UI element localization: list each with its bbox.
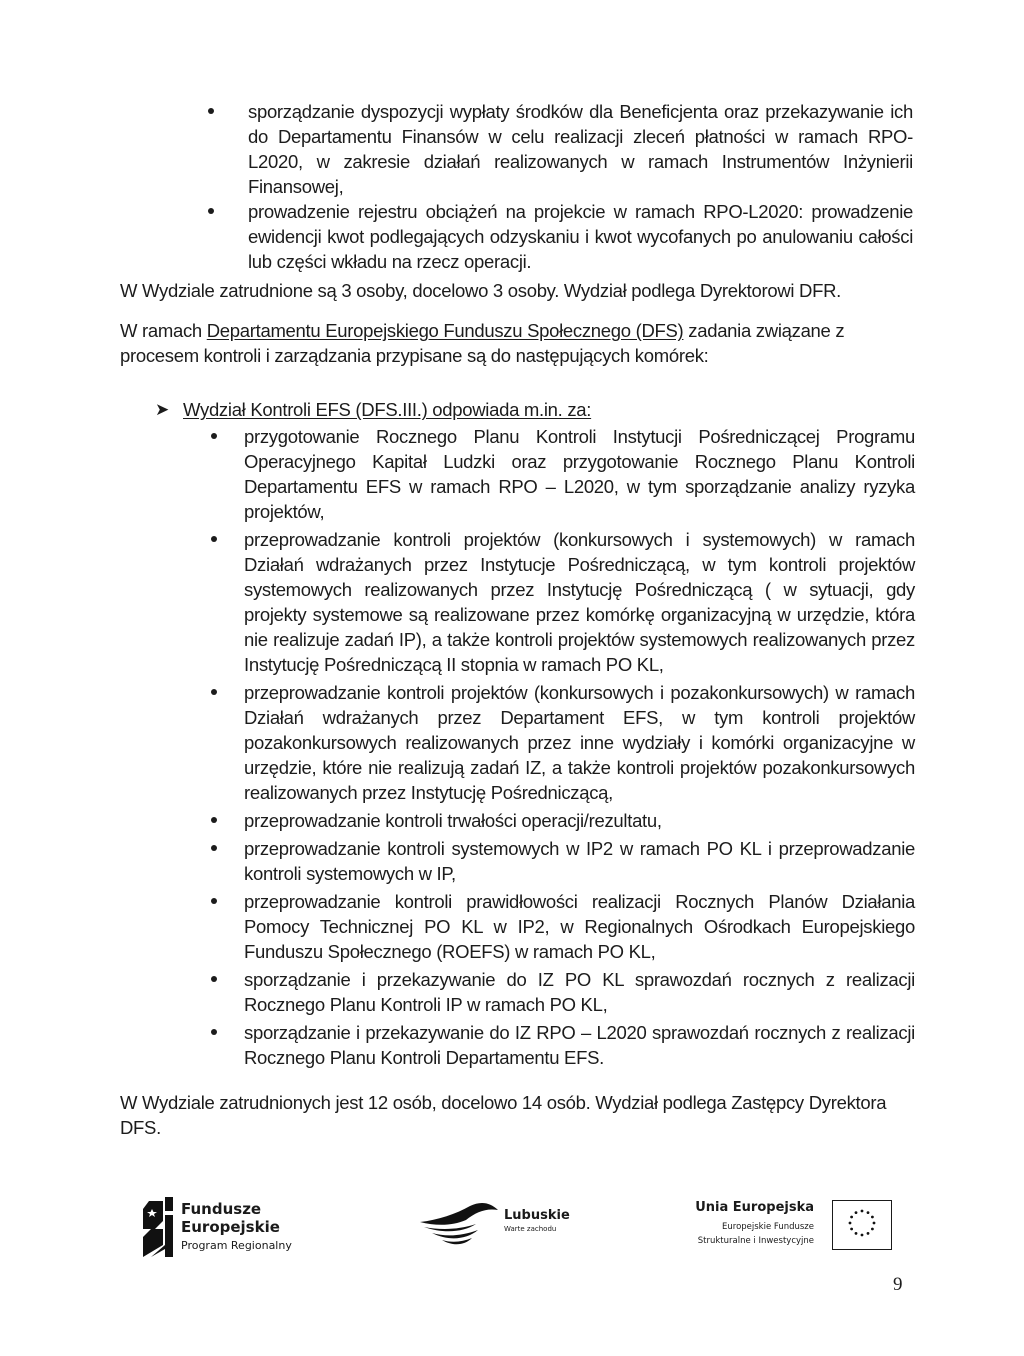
list-item: sporządzanie i przekazywanie do IZ PO KL sprawozdań rocznych z realizacji Rocznego Planu Kontroli IP w ramach PO KL, bbox=[210, 967, 915, 1017]
page-number: 9 bbox=[893, 1274, 903, 1295]
eu-logo-line1: Unia Europejska bbox=[695, 1200, 814, 1215]
lubuskie-logo bbox=[418, 1200, 588, 1260]
duties-list bbox=[210, 424, 915, 1070]
section-heading-text: Wydział Kontroli EFS (DFS.III.) odpowiada m.in. za: bbox=[183, 399, 592, 420]
list-item: sporządzanie i przekazywanie do IZ RPO – L2020 sprawozdań rocznych z realizacji Rocznego Planu Kontroli Departamentu EFS. bbox=[210, 1020, 915, 1070]
eu-logo-line3: Strukturalne i Inwestycyjne bbox=[697, 1236, 814, 1246]
lubuskie-logo-name: Lubuskie bbox=[504, 1208, 570, 1223]
unia-europejska-logo bbox=[676, 1200, 906, 1255]
lubuskie-swoosh-icon bbox=[418, 1200, 502, 1250]
lubuskie-logo-slogan: Warte zachodu bbox=[504, 1225, 557, 1233]
fe-logo-line2: Europejskie bbox=[181, 1218, 280, 1236]
top-bullet-block bbox=[205, 99, 913, 274]
arrow-bullet-icon: ➤ bbox=[155, 400, 169, 419]
staffing-paragraph: W Wydziale zatrudnione są 3 osoby, docelowo 3 osoby. Wydział podlega Dyrektorowi DFR. bbox=[120, 280, 842, 301]
list-item: przeprowadzanie kontroli projektów (konkursowych i pozakonkursowych) w ramach Działań wdrażanych przez Departament EFS, w tym kontroli projektów pozakonkursowych realizowanych przez inne wydziały i komórki organizacyjne w urzędzie, które nie realizują zadań IZ, a także kontroli projektów pozakonkursowych realizowanych przez Instytucję Pośredniczącą, bbox=[210, 680, 915, 805]
top-bullet-list bbox=[205, 99, 913, 274]
department-name: Departamentu Europejskiego Funduszu Społecznego (DFS) bbox=[206, 320, 684, 341]
list-item: przeprowadzanie kontroli trwałości operacji/rezultatu, bbox=[210, 808, 915, 833]
list-item: przeprowadzanie kontroli prawidłowości realizacji Rocznych Planów Działania Pomocy Technicznej PO KL w IP2, w Regionalnych Ośrodkach Europejskiego Funduszu Społecznego (ROEFS) w ramach PO KL, bbox=[210, 889, 915, 964]
list-item: przygotowanie Rocznego Planu Kontroli Instytucji Pośredniczącej Programu Operacyjnego Kapitał Ludzki oraz przygotowanie Rocznego Planu Kontroli Departamentu EFS w ramach RPO – L2020, w tym sporządzanie analizy ryzyka projektów, bbox=[210, 424, 915, 524]
fe-emblem-icon bbox=[143, 1197, 173, 1257]
fe-logo-line1: Fundusze bbox=[181, 1200, 262, 1218]
intro-paragraph bbox=[120, 318, 920, 368]
fundusze-europejskie-logo bbox=[143, 1197, 343, 1259]
fe-logo-line3: Program Regionalny bbox=[181, 1239, 292, 1252]
intro-text: W ramach bbox=[120, 320, 207, 341]
section-heading bbox=[155, 397, 915, 422]
staffing-paragraph-2: W Wydziale zatrudnionych jest 12 osób, docelowo 14 osób. Wydział podlega Zastępcy Dyrektora DFS. bbox=[120, 1092, 887, 1138]
list-item: prowadzenie rejestru obciążeń na projekcie w ramach RPO-L2020: prowadzenie ewidencji kwot podlegających odzyskaniu i kwot wycofanych po anulowaniu całości lub części wkładu na rzecz operacji. bbox=[205, 199, 913, 274]
list-item: przeprowadzanie kontroli projektów (konkursowych i systemowych) w ramach Działań wdrażanych przez Instytucje Pośredniczącą, w tym kontroli projektów systemowych realizowanych przez Instytucję Pośredniczącą ( w sytuacji, gdy projekty systemowe są realizowane przez komórkę organizacyjną w urzędzie, która nie realizuje zadań IP), a także kontroli projektów systemowych realizowanych przez Instytucję Pośredniczącą II stopnia w ramach PO KL, bbox=[210, 527, 915, 677]
list-item: przeprowadzanie kontroli systemowych w IP2 w ramach PO KL i przeprowadzanie kontroli systemowych w IP, bbox=[210, 836, 915, 886]
eu-flag-icon bbox=[832, 1200, 892, 1250]
intro-text-rest: zadania związane z procesem kontroli i zarządzania przypisane są do następujących komórek: bbox=[120, 320, 845, 366]
eu-logo-line2: Europejskie Fundusze bbox=[722, 1222, 814, 1232]
control-unit-section bbox=[155, 397, 915, 1073]
list-item: sporządzanie dyspozycji wypłaty środków dla Beneficjenta oraz przekazywanie ich do Departamentu Finansów w celu realizacji zleceń płatności w ramach RPO-L2020, w zakresie działań realizowanych w ramach Instrumentów Inżynierii Finansowej, bbox=[205, 99, 913, 199]
